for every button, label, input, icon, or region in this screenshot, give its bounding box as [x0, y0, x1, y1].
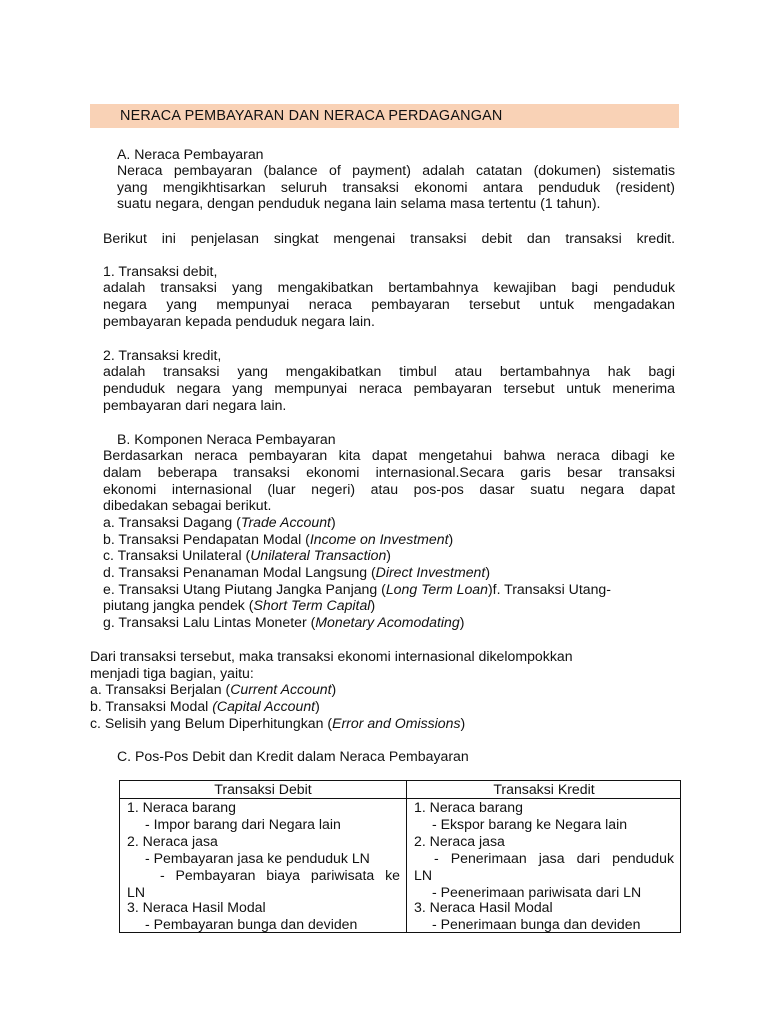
group-item-capital-account: b. Transaksi Modal (Capital Account) [90, 698, 320, 714]
group-item-current-account: a. Transaksi Berjalan (Current Account) [90, 681, 337, 697]
debit-cell: - Pembayaran jasa ke penduduk LN [145, 850, 370, 866]
list-item-trade-account: a. Transaksi Dagang (Trade Account) [103, 514, 336, 530]
grouping-line-2: menjadi tiga bagian, yaitu: [90, 665, 254, 681]
group-item-errors: c. Selisih yang Belum Diperhitungkan (Error and Omissions) [90, 715, 466, 731]
section-b-line-3: ekonomi internasional (luar negeri) atau pos-pos dasar suatu negara dapat [103, 481, 675, 497]
section-b-line-4: dibedakan sebagai berikut. [103, 497, 272, 513]
intro-text: Berikut ini penjelasan singkat mengenai transaksi debit dan transaksi kredit. [103, 230, 675, 246]
section-a-line-1: Neraca pembayaran (balance of payment) adalah catatan (dokumen) sistematis [117, 162, 675, 178]
debit-cell: 1. Neraca barang [127, 799, 236, 815]
list-item-monetary: g. Transaksi Lalu Lintas Moneter (Monetary Acomodating) [103, 614, 465, 630]
debit-cell: 3. Neraca Hasil Modal [127, 899, 266, 915]
debit-cell: LN [127, 884, 146, 900]
table-column-divider [406, 781, 407, 932]
page-title: NERACA PEMBAYARAN DAN NERACA PERDAGANGAN [120, 108, 503, 124]
debit-kredit-table [119, 780, 681, 933]
kredit-cell: - Ekspor barang ke Negara lain [432, 816, 628, 832]
kredit-cell: LN [414, 867, 433, 883]
section-a-line-3: suatu negara, dengan penduduk negana lain selama masa tertentu (1 tahun). [117, 195, 601, 211]
list-item-income-investment: b. Transaksi Pendapatan Modal (Income on Investment) [103, 531, 454, 547]
kredit-line-3: pembayaran dari negara lain. [103, 397, 287, 413]
list-item-short-term-capital: piutang jangka pendek (Short Term Capital) [103, 597, 376, 613]
grouping-line-1: Dari transaksi tersebut, maka transaksi ekonomi internasional dikelompokkan [90, 648, 573, 664]
debit-line-2: negara yang mempunyai neraca pembayaran tersebut untuk mengadakan [103, 296, 675, 312]
debit-line-1: adalah transaksi yang mengakibatkan bertambahnya kewajiban bagi penduduk [103, 279, 675, 295]
section-a-heading: A. Neraca Pembayaran [117, 146, 264, 162]
kredit-heading: 2. Transaksi kredit, [103, 347, 222, 363]
section-a-line-2: yang mengikhtisarkan seluruh transaksi ekonomi antara penduduk (resident) [117, 179, 675, 195]
debit-line-3: pembayaran kepada penduduk negara lain. [103, 313, 375, 329]
kredit-cell: - Peenerimaan pariwisata dari LN [432, 884, 642, 900]
title-banner [90, 104, 679, 128]
kredit-cell: - Penerimaan bunga dan deviden [432, 916, 641, 932]
header-transaksi-kredit: Transaksi Kredit [493, 781, 595, 797]
debit-heading: 1. Transaksi debit, [103, 263, 218, 279]
list-item-unilateral: c. Transaksi Unilateral (Unilateral Transaction) [103, 547, 391, 563]
list-item-direct-investment: d. Transaksi Penanaman Modal Langsung (Direct Investment) [103, 564, 491, 580]
list-item-long-term-loan: e. Transaksi Utang Piutang Jangka Panjang (Long Term Loan)f. Transaksi Utang- [103, 581, 611, 597]
debit-cell: - Impor barang dari Negara lain [145, 816, 341, 832]
kredit-cell: 2. Neraca jasa [414, 833, 505, 849]
kredit-cell: - Penerimaan jasa dari penduduk [434, 850, 674, 866]
section-b-line-2: dalam beberapa transaksi ekonomi internasional.Secara garis besar transaksi [103, 464, 675, 480]
kredit-line-1: adalah transaksi yang mengakibatkan timbul atau bertambahnya hak bagi [103, 363, 675, 379]
kredit-cell: 3. Neraca Hasil Modal [414, 899, 553, 915]
debit-cell: 2. Neraca jasa [127, 833, 218, 849]
section-c-heading: C. Pos-Pos Debit dan Kredit dalam Neraca Pembayaran [117, 748, 469, 764]
debit-cell: - Pembayaran biaya pariwisata ke [160, 867, 400, 883]
kredit-line-2: penduduk negara yang mempunyai neraca pembayaran tersebut untuk menerima [103, 380, 675, 396]
section-b-heading: B. Komponen Neraca Pembayaran [117, 431, 336, 447]
kredit-cell: 1. Neraca barang [414, 799, 523, 815]
section-b-line-1: Berdasarkan neraca pembayaran kita dapat mengetahui bahwa neraca dibagi ke [103, 447, 675, 463]
header-transaksi-debit: Transaksi Debit [214, 781, 312, 797]
debit-cell: - Pembayaran bunga dan deviden [145, 916, 358, 932]
